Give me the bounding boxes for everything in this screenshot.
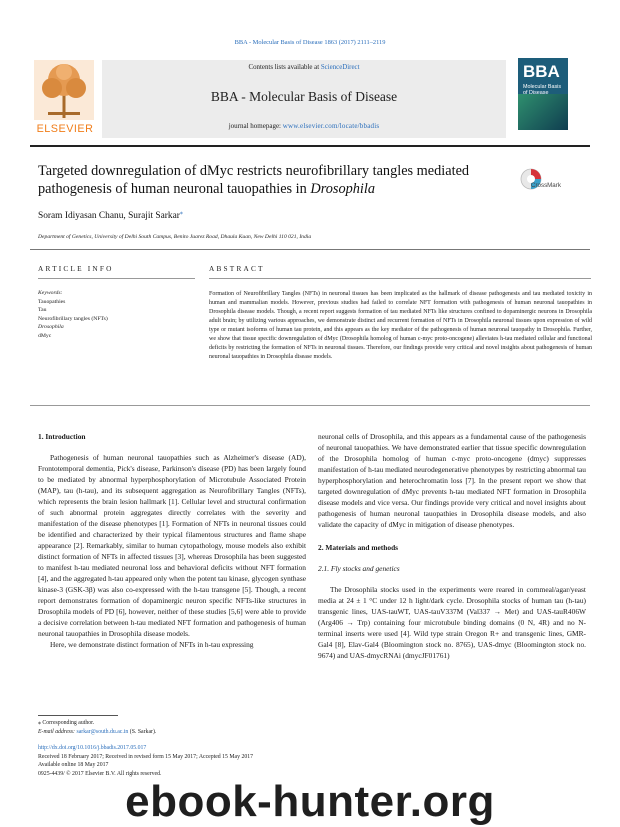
contents-line: [102, 64, 506, 71]
keywords-block: [38, 289, 195, 341]
sciencedirect-link[interactable]: ScienceDirect: [320, 64, 360, 71]
corresponding-mark[interactable]: ⁎: [179, 210, 183, 216]
publisher-name: ELSEVIER: [36, 123, 94, 135]
elsevier-tree-icon: [30, 58, 98, 124]
keyword: Neurofibrillary tangles (NFTs): [38, 315, 108, 322]
abstract-text: Formation of Neurofibrillary Tangles (NFTs) in neuronal tissues has been implicated as the hallmark of disease pathogenesis and tau mediated toxicity in human and mammalian models. However, previous studies had failed to correlate NFT formation with pathogenesis of human neuronal tauopathies in Drosophila disease models. Though, a recent report suggests formation of tau mediated NFTs like structures confined to dopaminergic neurons in Drosophila adult brain; by utilizing various approaches, we demonstrate distinct and recurrent formation of NFTs in Drosophila neuronal tissues upon expression of wild type or mutant isoforms of human tau protein, and this appears as the key mediator of the pathogenesis of human neuronal tauopathy in Drosophila. Further, we show that tissue specific downregulation of dMyc (Drosophila homolog of human c-myc proto-oncogene) alleviates h-tau mediated cellular and functional deficits by restricting the formation of NFTs in neuronal tissues. Therefore, our findings provide very critical and novel insights about pathogenesis of human neuronal tauopathies in Drosophila disease models.: [209, 291, 592, 360]
publication-info: [38, 744, 338, 778]
title-text: Targeted downregulation of dMyc restricts neurofibrillary tangles mediated pathogenesis of human neuronal tauopathies in: [38, 163, 470, 197]
abstract-heading: ABSTRACT: [209, 264, 265, 273]
intro-paragraph-2: Here, we demonstrate distinct formation of NFTs in h-tau expressing: [50, 640, 254, 649]
cover-subtitle: Molecular Basis of Disease: [523, 84, 562, 97]
affiliation: Department of Genetics, University of Delhi South Campus, Benito Juarez Road, Dhaula Kuan, New Delhi 110 021, India: [38, 234, 312, 240]
keywords-heading: Keywords:: [38, 290, 63, 296]
authors-text: Soram Idiyasan Chanu, Surajit Sarkar: [38, 211, 180, 222]
intro-paragraph-1: Pathogenesis of human neuronal tauopathies such as Alzheimer's disease (AD), Frontotemporal dementia, Pick's disease, Parkinson's disease (PD) has been largely found to be mediated by abnormal hyperphosphorylation of Microtubule Associated Protein (MAP), tau (h-tau), and its subsequent aggregation as Neurofibrillary Tangles (NFTs), which represents the brain lesion hallmark [1]. Cellular level and structural confirmation of such abnormal protein aggregates directly correlates with the severity and manifestation of the disease phenotypes [1]. Formation of NFTs in neuronal tissues could be identified and characterized by their typical filamentous structures and flame shape appearance [2]. Remarkably, similar to human cytopathology, mouse models also exhibit distinct formation of NFTs in affected tissues [3], whereas Drosophila has been suggested to manifest h-tau mediated neuronal loss and behavioral deficits without NFT formation [4], and the aggregated h-tau appeared only when the potent tau kinase, glycogen synthase kinase-3 (GSK-3β) was also co-expressed with the h-tau transgene [5]. Though, a recent report demonstrates formation of dopaminergic neuron specific NFTs-like structures in Drosophila models of PD [6], however, neither of these studies [5,6] were able to provide a decisive correlation between h-tau mediated NFT formation and pathogenesis of human neuronal tauopathies in Drosophila disease models.: [38, 453, 306, 638]
contents-prefix: Contents lists available at: [248, 64, 321, 71]
keyword: Drosophila: [38, 324, 64, 331]
body-left-column: [38, 431, 306, 650]
abstract-rule: [209, 278, 591, 279]
homepage-link[interactable]: www.elsevier.com/locate/bbadis: [282, 122, 380, 130]
email-prefix: E-mail address:: [38, 728, 77, 735]
corresponding-footnote: [38, 719, 338, 736]
article-title: [38, 163, 498, 199]
crossmark-label: CrossMark: [531, 182, 561, 189]
journal-homepage: [102, 122, 506, 130]
available-online: Available online 18 May 2017: [38, 762, 109, 769]
article-info-heading: ARTICLE INFO: [38, 264, 114, 273]
header-rule: [30, 145, 590, 147]
homepage-prefix: journal homepage:: [228, 122, 283, 130]
keyword: dMyc: [38, 332, 52, 339]
watermark: ebook-hunter.org: [125, 777, 495, 826]
journal-name: BBA - Molecular Basis of Disease: [210, 89, 398, 104]
cover-title: BBA: [523, 62, 560, 81]
methods-paragraph: The Drosophila stocks used in the experiments were reared in cornmeal/agar/yeast media at 24 ± 1 °C under 12 h light/dark cycle. Drosophila stocks of human tau (h-tau) transgenic lines, UAS-tauWT, UAS-tauV337M (Val337 → Met) and UAS-tauR406W (Arg406 → Trp) containing four microtubule binding domains (0 N, 4R) and no N-terminal inserts were used [4]. Wild type strain Oregon R+ and transgenic lines, GMR-Gal4 [8], Elav-Gal4 (Bloomington stock no. 8765), UAS-dmyc (Bloomington stock no. 9674) and UAS-dmycRNAi (dmycJF01761): [318, 585, 586, 660]
title-italic: Drosophila: [310, 180, 375, 197]
keyword: Tau: [38, 307, 47, 314]
abstract-bottom-rule: [30, 405, 590, 406]
doi-link[interactable]: http://dx.doi.org/10.1016/j.bbadis.2017.05.017: [38, 745, 147, 751]
keyword: Tauopathies: [38, 298, 66, 305]
received-dates: Received 18 February 2017; Received in revised form 15 May 2017; Accepted 15 May 2017: [38, 753, 254, 760]
journal-cover: [518, 58, 568, 130]
email-suffix: (S. Sarkar).: [128, 728, 157, 735]
body-right-column: [318, 431, 586, 661]
email-line: [38, 728, 338, 737]
author-list: [38, 209, 183, 221]
copyright: 0925-4439/ © 2017 Elsevier B.V. All rights reserved.: [38, 770, 162, 777]
methods-heading: 2. Materials and methods: [318, 543, 399, 552]
intro-heading: 1. Introduction: [38, 432, 86, 441]
footnote-rule: [38, 715, 118, 716]
methods-subheading: 2.1. Fly stocks and genetics: [318, 564, 400, 573]
corresponding-author-note: ⁎ Corresponding author.: [38, 720, 95, 726]
email-link[interactable]: sarkar@south.du.ac.in: [76, 728, 129, 735]
intro-continued: neuronal cells of Drosophila, and this appears as a fundamental cause of the pathogenesis of neuronal tauopathies. We have demonstrated earlier that tissue specific downregulation of the Drosophila homolog of human c-myc proto-oncogene (dmyc) suppresses manifestation of h-tau mediated neurodegenerative phenotypes by restricting abnormal tau hyperphosphorylation and heterochromatin loss [7]. In the present report we show that targeted downregulation of dMyc prevents h-tau mediated NFT formation in Drosophila disease models and vice versa. Our findings provide very critical and novel insights about pathogenesis of human neuronal tauopathies in Drosophila disease models, and also validate the capacity of dMyc in mitigation of disease phenotypes.: [318, 432, 586, 529]
affiliation-rule: [30, 249, 590, 250]
article-info-rule: [38, 278, 195, 279]
journal-citation[interactable]: BBA - Molecular Basis of Disease 1863 (2017) 2111–2119: [234, 39, 386, 46]
cover-image-band: [518, 94, 568, 130]
